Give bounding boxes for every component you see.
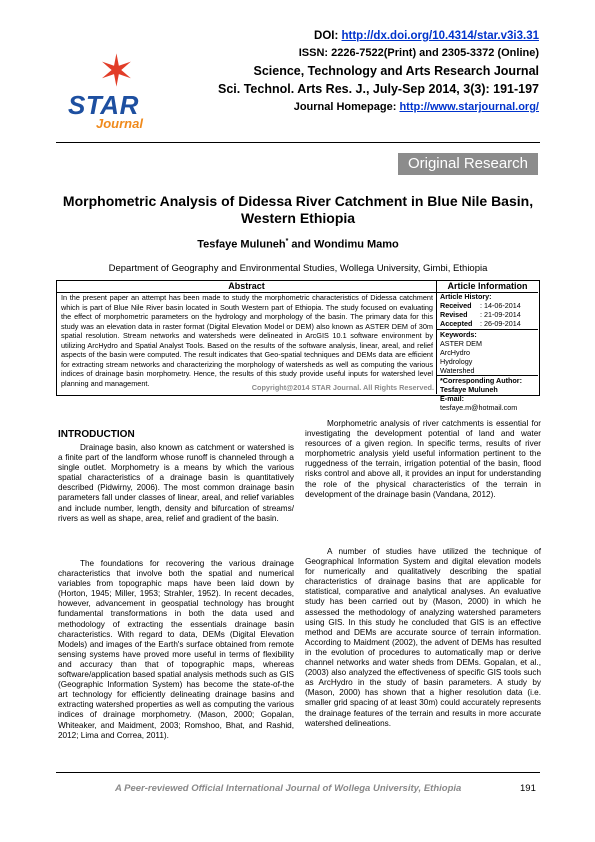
doi-line: DOI: http://dx.doi.org/10.4314/star.v3i3.31 [314,30,539,42]
abstract-heading: Abstract [57,281,436,293]
accepted-date: : 26-09-2014 [480,319,521,328]
article-info-heading: Article Information [437,281,538,293]
homepage-link[interactable]: http://www.starjournal.org/ [399,101,539,113]
keywords-label: Keywords: [440,330,477,339]
intro-paragraph: The foundations for recovering the various drainage characteristics that involve both the spatial and numerical variables from topographic maps have been laid down by (Horton, 1945; Miller, 1953; Strahler, 1952). In recent decades, however, advancement in geospatial technology has brought fundamental transformations in both the data used and methodology of extracting the essentials drainage basin characteristics. With regard to data, DEMs (Digital Elevation Models) and images of the Earth's surface obtained from remote sensing systems have proved more useful in terms of flexibility and accuracy than that of topographic maps, whereas software/application based spatial analysis methods such as GIS (Geographic Information System) has become the state-of-the art technology for efficiently delineating drainage basins and extracting watershed properties as well as computing the various indices of drainage morphometry. (Mason, 2000; Gopalan, Whiteaker, and Maidment, 2003; Romshoo, Bhat, and Rashid, 2012; Lima and Correa, 2011). [58,559,294,740]
logo-name: STAR [68,90,139,120]
homepage-line: Journal Homepage: http://www.starjournal.org/ [293,101,539,113]
journal-name: Science, Technology and Arts Research Journal [253,64,539,78]
revised-line: Revised [440,310,468,319]
intro-paragraph: A number of studies have utilized the technique of Geographical Information System and digital elevation models for numerically and qualitatively describing the spatial characteristics of drainage basins that are applicable for statistical, comparative and analytical analyses. An evaluative study has been carried out by (Mason, 2000) in which he assessed the methodology of analyzing watershed parameters using GIS. In this study he concluded that GIS is an effective method and DEMs are accurate source of terrain information. According to Maidment (2002), the advent of DEMs has resulted in the evolution of procedures to automatically map or derive channel networks and water sheds from DEMs. Gopalan, et al., (2003) also analyzed the effectiveness of specific GIS tools such as ArcHydro in the study of basin parameters. A study by (Mason, 2000) has shown that a higher resolution data (i.e. smaller grid spacing of at least 30m) could accurately represents the drainage features of the terrain and results in more accurate watershed delineations. [305,547,541,728]
doi-link[interactable]: http://dx.doi.org/10.4314/star.v3i3.31 [341,30,539,42]
keyword: Hydrology [440,357,473,366]
intro-heading: INTRODUCTION [58,429,135,440]
history-label: Article History: [440,292,492,301]
keyword: ArcHydro [440,348,470,357]
intro-paragraph: Morphometric analysis of river catchments is essential for investigating the development potential of land and water resources of a given region. In specific terms, results of river morphometric analysis yield useful information pertinent to the ruggedness of the terrain, irrigation potential of the basin, flood risks control and above all, it provides an input for understanding the role of the physical characteristics of the terrain in development of the drainage basin (Vandana, 2012). [305,419,541,499]
copyright: Copyright@2014 STAR Journal. All Rights Reserved. [251,383,434,392]
page-number: 191 [520,783,536,794]
footer-rule [56,772,540,773]
accepted-line: Accepted [440,319,473,328]
header-rule [56,142,540,143]
received-date: : 14-06-2014 [480,301,521,310]
abstract-text: In the present paper an attempt has been made to study the morphometric characteristics of Didessa catchment which is part of Blue Nile River basin located in South Western part of Ethiopia. The study focused on evaluating the effect of morphometric parameters on the hydrology and morphology of the basin. The primary data for this study was an elevation data in raster format (Digital Elevation Model or DEM) also known as ASTER DEM of 30m spatial resolution. Stream networks and watersheds were delineated in ArcGIS 10.1 software environment by utilizing ArcHydro and Spatial Analyst Tools. Based on the results of the software analysis, linear, areal, and relief aspects of the basin were computed. The result indicates that Geo-spatial techniques and DEMs data are efficient for extracting stream networks and characterizing the morphology of watersheds as well as computing the various indices of drainage basin morphometry. Hence, the results of this study provide useful inputs for watershed level planning and management. [61,293,433,388]
keyword: Watershed [440,366,475,375]
star-logo-icon: ✶ [98,46,135,97]
journal-logo [62,46,172,140]
authors: Tesfaye Muluneh* and Wondimu Mamo [197,238,399,251]
article-title: Morphometric Analysis of Didessa River Catchment in Blue Nile Basin, Western Ethiopia [62,193,534,226]
corresponding-name: Tesfaye Muluneh [440,385,498,394]
affiliation: Department of Geography and Environmental Studies, Wollega University, Gimbi, Ethiopia [108,263,488,274]
footer-text: A Peer-reviewed Official International Journal of Wollega University, Ethiopia [115,783,462,794]
issn-line: ISSN: 2226-7522(Print) and 2305-3372 (Online) [298,47,539,59]
email-label: E-mail: [440,394,464,403]
revised-date: : 21-09-2014 [480,310,521,319]
journal-citation: Sci. Technol. Arts Res. J., July-Sep 2014, 3(3): 191-197 [218,82,539,96]
corresponding-label: *Corresponding Author: [440,376,522,385]
article-type-badge: Original Research [398,153,538,175]
intro-paragraph: Drainage basin, also known as catchment or watershed is a finite part of the landform whose runoff is channeled through a single outlet. Morphometry is a means by which the various spatial characteristics of a drainage basin is quantitatively described (Pidwirny, 2006). The most common drainage basin parameters fall under classes of linear, areal, and relief variables and include number, length, density and bifurcation of streams/ rivers as well as shape, area, relief and gradient of the basin. [58,443,294,523]
keyword: ASTER DEM [440,339,482,348]
abstract-divider [436,280,437,394]
received-line: Received [440,301,472,310]
email-address: tesfaye.m@hotmail.com [440,403,518,412]
logo-sub: Journal [96,116,143,131]
